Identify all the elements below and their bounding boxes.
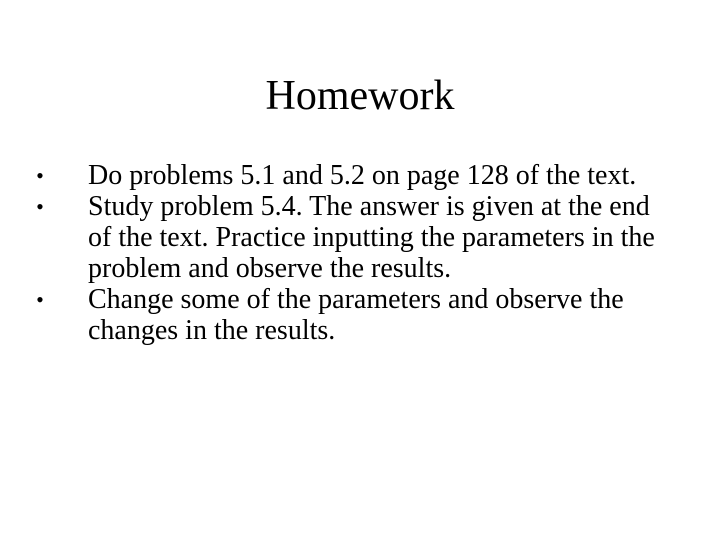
bullet-icon: • (36, 194, 44, 219)
bullet-list (30, 160, 670, 346)
bullet-text: Do problems 5.1 and 5.2 on page 128 of the text. (88, 160, 637, 191)
bullet-item (30, 284, 670, 346)
bullet-item (30, 191, 670, 284)
slide-title: Homework (265, 73, 455, 119)
bullet-icon: • (36, 163, 44, 188)
bullet-item (30, 160, 670, 191)
bullet-text: Change some of the parameters and observe the changes in the results. (88, 284, 624, 346)
bullet-icon: • (36, 287, 44, 312)
bullet-text: Study problem 5.4. The answer is given at the end of the text. Practice inputting the parameters in the problem and observe the results. (88, 191, 655, 284)
